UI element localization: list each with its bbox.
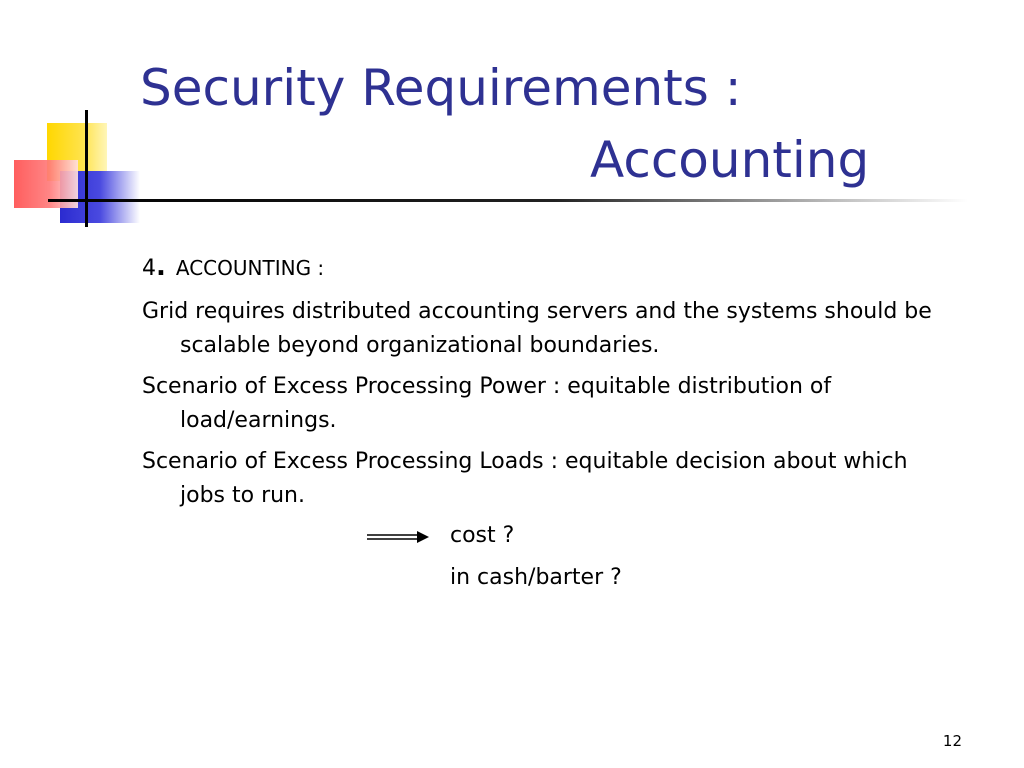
paragraph-distributed-servers: Grid requires distributed accounting servers and the systems should be scalable beyond organizational boundaries. [142,299,932,358]
title-line-2: Accounting [590,131,870,189]
double-arrow-icon [367,530,429,544]
title-line-1: Security Requirements : [140,59,742,117]
section-number: 4 [142,256,156,281]
sub-item-cash-barter: in cash/barter ? [450,565,622,590]
section-dot: . [156,252,166,282]
title-underline [48,199,968,202]
section-heading [142,250,324,286]
logo-vertical-line [85,110,88,227]
paragraph-excess-power: Scenario of Excess Processing Power : equitable distribution of load/earnings. [142,374,832,433]
sub-item-cost: cost ? [450,523,515,548]
slide-title [140,52,900,196]
section-heading-text: ACCOUNTING : [175,256,325,280]
paragraph-excess-loads: Scenario of Excess Processing Loads : equitable decision about which jobs to run. [142,449,908,508]
page-number: 12 [942,732,962,750]
